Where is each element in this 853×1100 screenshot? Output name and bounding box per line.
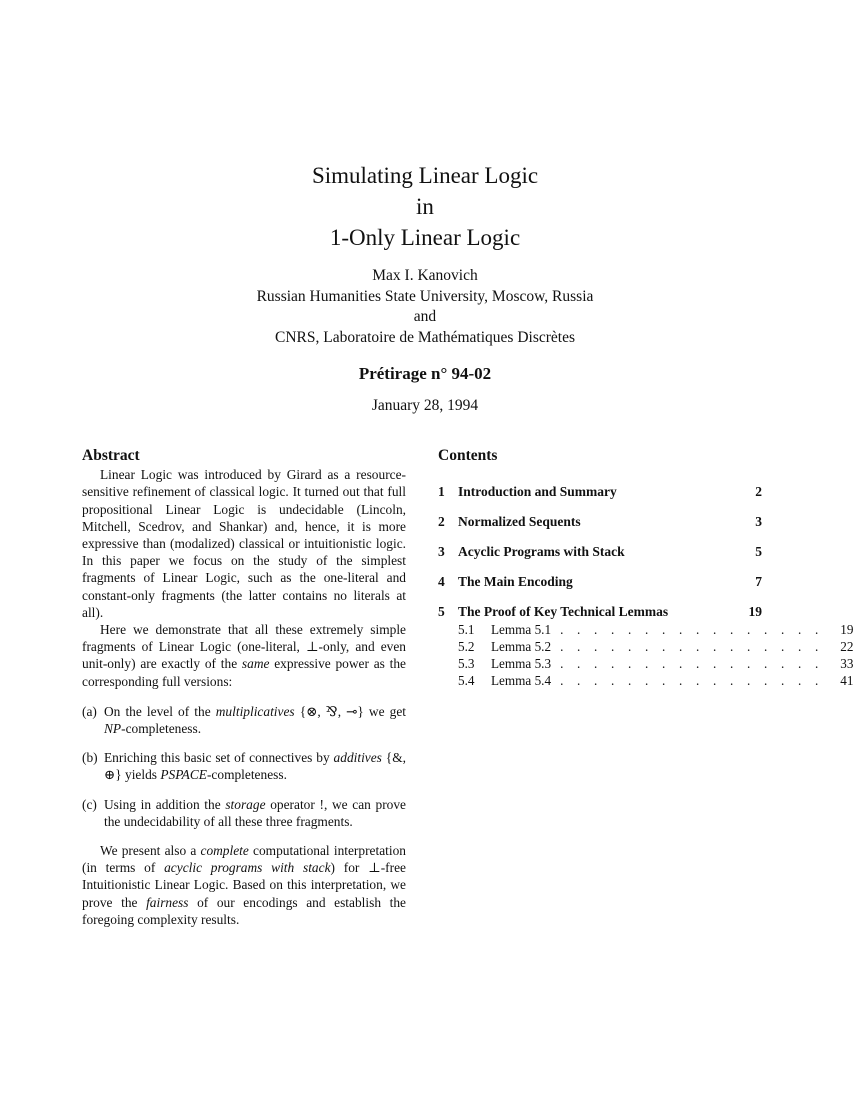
list-item-label: (c) [82,796,97,812]
list-item [82,749,406,783]
author-affiliation: Russian Humanities State University, Moscow, Russia [256,287,594,305]
toc-page: 41 [840,673,853,688]
author-name: Max I. Kanovich [372,267,478,284]
author-conjunction: and [413,308,437,325]
toc-title: Lemma 5.4 . . . . . . . . . . . . . . . . [491,673,824,688]
abstract-section [82,447,406,928]
toc-number: 5.3 [458,656,475,671]
abstract-paragraph: We present also a complete computational interpretation (in terms of acyclic programs with stack) for ⊥-free Intuitionistic Linear Logic. Based on this interpretation, we prove the fairness of our encodings and establish the foregoing complexity results. [82,843,406,927]
toc-number: 3 [438,544,445,559]
toc-subentry[interactable] [438,672,853,689]
toc-page: 5 [755,544,762,559]
toc-number: 2 [438,514,445,529]
toc-page: 7 [755,574,762,589]
toc-title: Lemma 5.1 . . . . . . . . . . . . . . . . [491,622,824,637]
arxiv-stamp [0,170,60,770]
author-block [0,266,850,348]
toc-title: The Proof of Key Technical Lemmas [458,604,669,619]
abstract-list [82,703,406,830]
toc-title: Normalized Sequents [458,514,581,529]
toc-subentry[interactable] [438,655,853,672]
toc-subentry[interactable] [438,638,853,655]
toc-leader: . . . . . . . . . . . . . . . . [560,673,824,688]
table-of-contents [438,447,853,689]
list-item [82,796,406,830]
toc-title: Introduction and Summary [458,484,617,499]
abstract-paragraph: Linear Logic was introduced by Girard as a resource-sensitive refinement of classical logic. It turned out that full propositional Linear Logic is undecidable (Lincoln, Mitchell, Scedrov, and Shankar) and, hence, it is more expressive than (modalized) classical or intuitionistic logic. In this paper we focus on the study of the simplest fragments of Linear Logic, such as the one-literal and constant-only fragments (the latter contains no literals at all). [82,467,406,620]
toc-entry[interactable] [438,483,762,501]
toc-entry[interactable] [438,573,762,591]
toc-leader: . . . . . . . . . . . . . . . . [560,622,824,637]
abstract-heading: Abstract [82,447,140,464]
toc-title: Acyclic Programs with Stack [458,544,625,559]
toc-leader: . . . . . . . . . . . . . . . . [560,639,824,654]
abstract-paragraph: Here we demonstrate that all these extremely simple fragments of Linear Logic (one-literal, ⊥-only, and even unit-only) are exactly of the same expressive power as the corresponding full versions: [82,622,406,689]
toc-number: 5.2 [458,639,475,654]
toc-title: Lemma 5.3 . . . . . . . . . . . . . . . . [491,656,824,671]
paper-title [0,160,850,253]
toc-subentry[interactable] [438,621,853,638]
toc-entry[interactable] [438,543,762,561]
toc-page: 2 [755,484,762,499]
toc-number: 5.4 [458,673,475,688]
toc-number: 4 [438,574,445,589]
toc-number: 1 [438,484,445,499]
preprint-number: Prétirage n° 94-02 [358,364,492,383]
list-item [82,703,406,737]
toc-leader: . . . . . . . . . . . . . . . . [560,656,824,671]
toc-number: 5 [438,604,445,619]
list-item-text: On the level of the multiplicatives {⊗, ⅋, ⊸} we get NP-completeness. [104,703,406,737]
toc-page: 33 [840,656,853,671]
toc-page: 19 [748,604,762,619]
toc-page: 22 [840,639,853,654]
toc-page: 19 [840,622,853,637]
toc-number: 5.1 [458,622,475,637]
toc-title: The Main Encoding [458,574,573,589]
list-item-text: Enriching this basic set of connectives by additives {&, ⊕} yields PSPACE-completeness. [104,750,406,783]
author-affiliation: CNRS, Laboratoire de Mathématiques Discrètes [274,328,576,346]
toc-title: Lemma 5.2 . . . . . . . . . . . . . . . . [491,639,824,654]
list-item-label: (a) [82,703,97,719]
contents-heading: Contents [438,447,498,464]
list-item-label: (b) [82,750,98,766]
toc-page: 3 [755,514,762,529]
paper-date: January 28, 1994 [371,397,479,414]
title-line: 1-Only Linear Logic [329,225,521,250]
list-item-text: Using in addition the storage operator !, we can prove the undecidability of all these three fragments. [104,796,406,829]
toc-entry[interactable] [438,603,762,621]
title-line: Simulating Linear Logic [311,163,539,188]
title-line: in [416,194,434,219]
toc-entry[interactable] [438,513,762,531]
